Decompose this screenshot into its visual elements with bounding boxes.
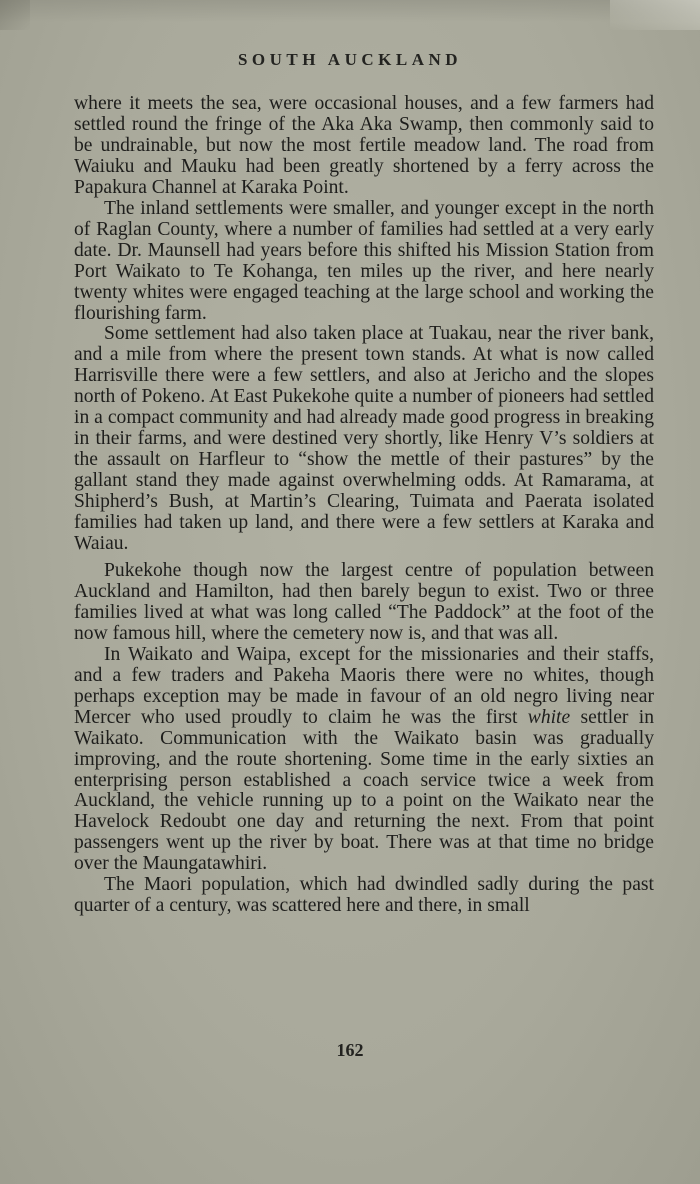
paragraph-2: The inland settlements were smaller, and younger except in the north of Raglan County, where a number of families had settled at a very early date. Dr. Maunsell had years before this shifted his Mission Station from Port Waikato to Te Kohanga, ten miles up the river, and here nearly twenty whites were engaged teaching at the large school and working the flourishing farm. [74, 197, 654, 324]
paragraph-1: where it meets the sea, were occasional houses, and a few farmers had settled round the fringe of the Aka Aka Swamp, then commonly said to be undrainable, but now the most fertile meadow land. The road from Waiuku and Mauku had been greatly shortened by a ferry across the Papakura Channel at Karaka Point. [74, 93, 654, 198]
page-corner-shadow [0, 0, 30, 30]
paragraph-6: The Maori population, which had dwindled sadly during the past quarter of a century, was scattered here and there, in small [74, 874, 654, 917]
page-corner-wear [610, 0, 700, 30]
paragraph-5-text-b: settler in Waikato. Communication with the Waikato basin was gradually improving, and the route shortening. Some time in the early sixties an enterprising person established a coach service twice a week from Auckland, the vehicle running up to a point on the Waikato near the Havelock Redoubt one day and returning the next. From that point passengers went up the river by boat. There was at that time no bridge over the Maungatawhiri. [74, 706, 654, 875]
body-text [74, 94, 654, 917]
paragraph-3: Some settlement had also taken place at Tuakau, near the river bank, and a mile from where the present town stands. At what is now called Harrisville there were a few settlers, and also at Jericho and the slopes north of Pokeno. At East Pukekohe quite a number of pioneers had settled in a compact community and had already made good progress in breaking in their farms, and were destined very shortly, like Henry V’s soldiers at the assault on Harfleur to “show the mettle of their pastures” by the gallant stand they made against overwhelming odds. At Ramarama, at Shipherd’s Bush, at Martin’s Clearing, Tuimata and Paerata isolated families had taken up land, and there were a few settlers at Karaka and Waiau. [74, 323, 654, 555]
page-number: 162 [336, 1040, 364, 1060]
paragraph-5-italic: white [527, 706, 571, 728]
running-head: SOUTH AUCKLAND [237, 50, 463, 69]
paragraph-4: Pukekohe though now the largest centre of population between Auckland and Hamilton, had then barely begun to exist. Two or three families lived at what was long called “The Paddock” at the foot of the now famous hill, where the cemetery now is, and that was all. [74, 559, 654, 644]
paragraph-5 [74, 645, 654, 875]
page-top-edge-shadow [0, 0, 700, 22]
paragraph-5-text-a: In Waikato and Waipa, except for the missionaries and their staffs, and a few traders and Pakeha Maoris there were no whites, though perhaps exception may be made in favour of an old negro living near Mercer who used proudly to claim he was the first [74, 643, 654, 728]
